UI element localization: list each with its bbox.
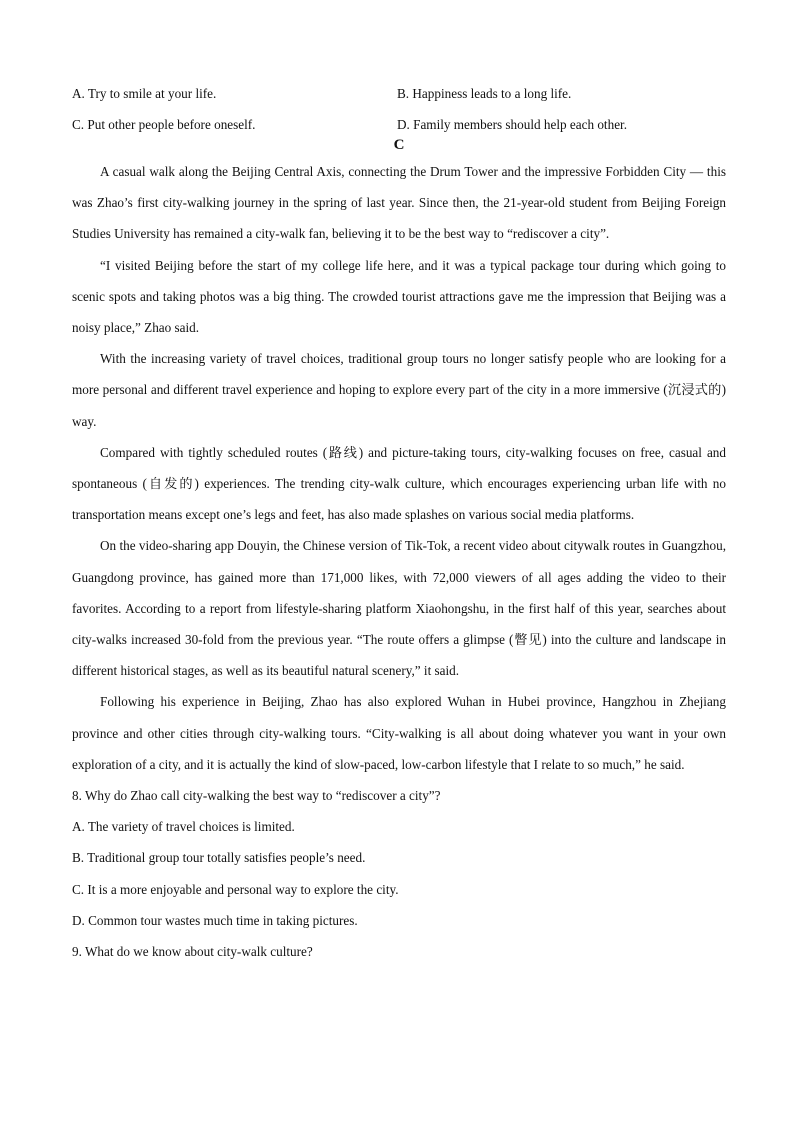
passage (72, 156, 726, 780)
section-heading: C (393, 137, 405, 153)
question-9 (72, 936, 726, 967)
passage-paragraph-5: On the video-sharing app Douyin, the Chinese version of Tik-Tok, a recent video about citywalk routes in Guangzhou, Guangdong province, has gained more than 171,000 likes, with 72,000 viewers of all ages adding the video to their favorites. According to a report from lifestyle-sharing platform Xiaohongshu, in the first half of this year, searches about city-walks increased 30-fold from the previous year. “The route offers a glimpse (瞥见) into the culture and landscape in different historical stages, as well as its beautiful natural scenery,” it said. (72, 538, 726, 679)
question-8-option-c: C. It is a more enjoyable and personal way to explore the city. (72, 881, 399, 897)
question-9-stem: 9. What do we know about city-walk culture? (72, 944, 313, 959)
passage-paragraph-3: With the increasing variety of travel choices, traditional group tours no longer satisfy people who are looking for a more personal and different travel experience and hoping to explore every part of the city in a more immersive (沉浸式的) way. (72, 351, 726, 429)
option-d: D. Family members should help each other. (397, 116, 628, 132)
passage-paragraph-4: Compared with tightly scheduled routes (路线) and picture-taking tours, city-walking focuses on free, casual and spontaneous (自发的) experiences. The trending city-walk culture, which encourages experiencing urban life with no transportation means except one’s legs and feet, has also made splashes on various social media platforms. (72, 444, 726, 523)
question-8 (72, 780, 726, 936)
question-8-stem: 8. Why do Zhao call city-walking the best way to “rediscover a city”? (72, 788, 441, 804)
passage-paragraph-6: Following his experience in Beijing, Zhao has also explored Wuhan in Hubei province, Hangzhou in Zhejiang province and other cities through city-walking tours. “City-walking is all about doing whatever you want in your own exploration of a city, and it is actually the kind of slow-paced, low-carbon lifestyle that I relate to so much,” he said. (72, 694, 726, 772)
question-8-option-d: D. Common tour wastes much time in taking pictures. (72, 912, 358, 928)
question-8-option-b: B. Traditional group tour totally satisfies people’s need. (72, 850, 366, 866)
prev-options-row-1 (72, 78, 726, 109)
option-b: B. Happiness leads to a long life. (397, 85, 572, 101)
question-8-option-a: A. The variety of travel choices is limited. (72, 819, 295, 835)
option-a: A. Try to smile at your life. (72, 85, 217, 101)
passage-paragraph-2: “I visited Beijing before the start of my college life here, and it was a typical package tour during which going to scenic spots and taking photos was a big thing. The crowded tourist attractions gave me the impression that Beijing was a noisy place,” Zhao said. (72, 257, 726, 336)
option-c: C. Put other people before oneself. (72, 116, 256, 132)
document-page (72, 78, 726, 967)
passage-paragraph-1: A casual walk along the Beijing Central Axis, connecting the Drum Tower and the impressive Forbidden City — this was Zhao’s first city-walking journey in the spring of last year. Since then, the 21-year-old student from Beijing Foreign Studies University has remained a city-walk fan, believing it to be the best way to “rediscover a city”. (72, 164, 726, 242)
